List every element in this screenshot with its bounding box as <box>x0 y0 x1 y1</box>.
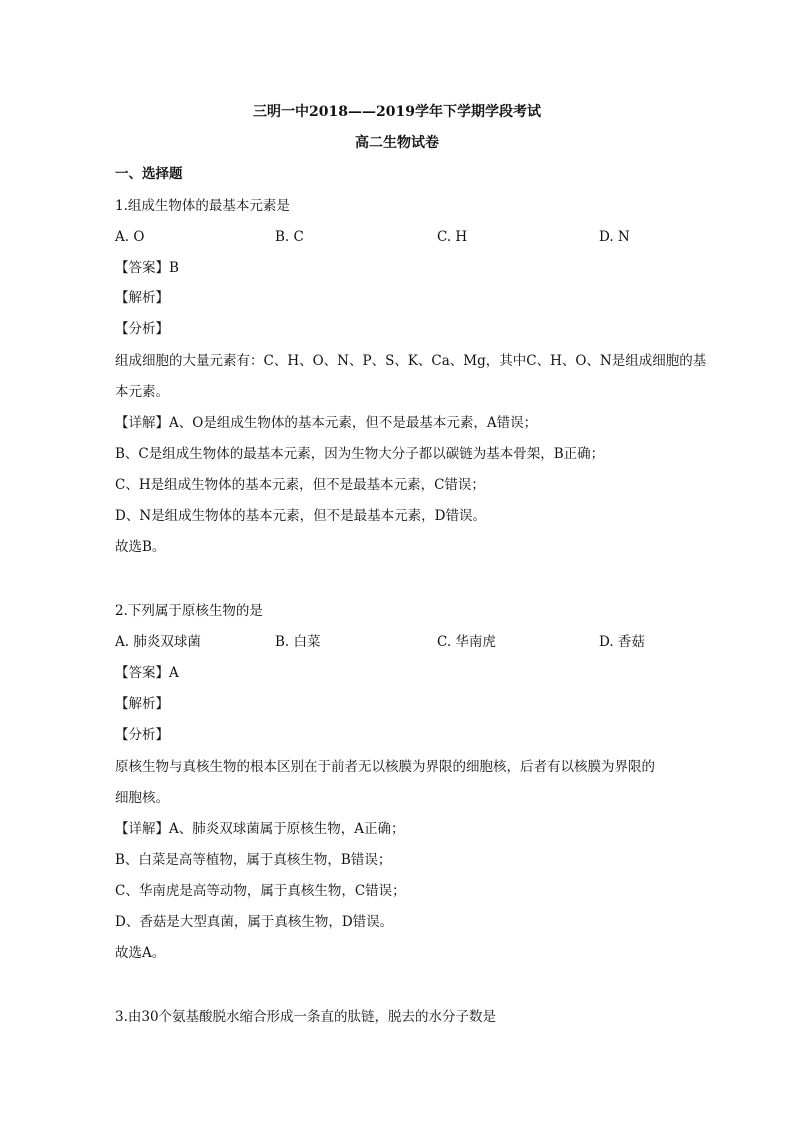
q2-answer: 【答案】A <box>115 665 179 681</box>
q2-option-d: D. 香菇 <box>599 634 645 650</box>
q2-option-c: C. 华南虎 <box>437 634 496 650</box>
section-heading: 一、选择题 <box>115 166 183 182</box>
q2-fenxi-line2: 细胞核。 <box>115 790 169 806</box>
q1-conclusion: 故选B。 <box>115 539 166 555</box>
q1-fenxi-line1: 组成细胞的大量元素有：C、H、O、N、P、S、K、Ca、Mg，其中C、H、O、N是组成细胞的基 <box>115 353 707 369</box>
q2-fenxi-label: 【分析】 <box>115 727 169 743</box>
q1-option-c: C. H <box>437 229 468 245</box>
exam-subtitle: 高二生物试卷 <box>355 135 439 151</box>
exam-title: 三明一中2018——2019学年下学期学段考试 <box>253 104 541 120</box>
q1-detail-c: C、H是组成生物体的基本元素，但不是最基本元素，C错误； <box>115 477 485 493</box>
q2-detail-b: B、白菜是高等植物，属于真核生物，B错误； <box>115 852 392 868</box>
q1-option-a: A. O <box>115 229 145 245</box>
q3-stem: 3.由30个氨基酸脱水缩合形成一条直的肽链，脱去的水分子数是 <box>115 1009 497 1025</box>
q2-detail-a: 【详解】A、肺炎双球菌属于原核生物，A正确； <box>115 821 405 837</box>
q2-option-a: A. 肺炎双球菌 <box>115 634 201 650</box>
q1-option-b: B. C <box>275 229 304 245</box>
q2-analysis-label: 【解析】 <box>115 696 169 712</box>
q2-detail-d: D、香菇是大型真菌，属于真核生物，D错误。 <box>115 914 394 930</box>
q1-detail-d: D、N是组成生物体的基本元素，但不是最基本元素，D错误。 <box>115 508 486 524</box>
q1-answer: 【答案】B <box>115 260 179 276</box>
q1-fenxi-line2: 本元素。 <box>115 384 169 400</box>
q2-option-b: B. 白菜 <box>275 634 321 650</box>
q1-detail-b: B、C是组成生物体的最基本元素，因为生物大分子都以碳链为基本骨架，B正确； <box>115 446 605 462</box>
q1-analysis-label: 【解析】 <box>115 290 169 306</box>
q1-option-d: D. N <box>599 229 630 245</box>
q1-fenxi-label: 【分析】 <box>115 321 169 337</box>
q2-conclusion: 故选A。 <box>115 945 166 961</box>
q1-stem: 1.组成生物体的最基本元素是 <box>115 198 290 214</box>
q2-detail-c: C、华南虎是高等动物，属于真核生物，C错误； <box>115 883 406 899</box>
q2-fenxi-line1: 原核生物与真核生物的根本区别在于前者无以核膜为界限的细胞核，后者有以核膜为界限的 <box>115 759 655 775</box>
q2-stem: 2.下列属于原核生物的是 <box>115 603 263 619</box>
q1-detail-a: 【详解】A、O是组成生物体的基本元素，但不是最基本元素，A错误； <box>115 415 538 431</box>
